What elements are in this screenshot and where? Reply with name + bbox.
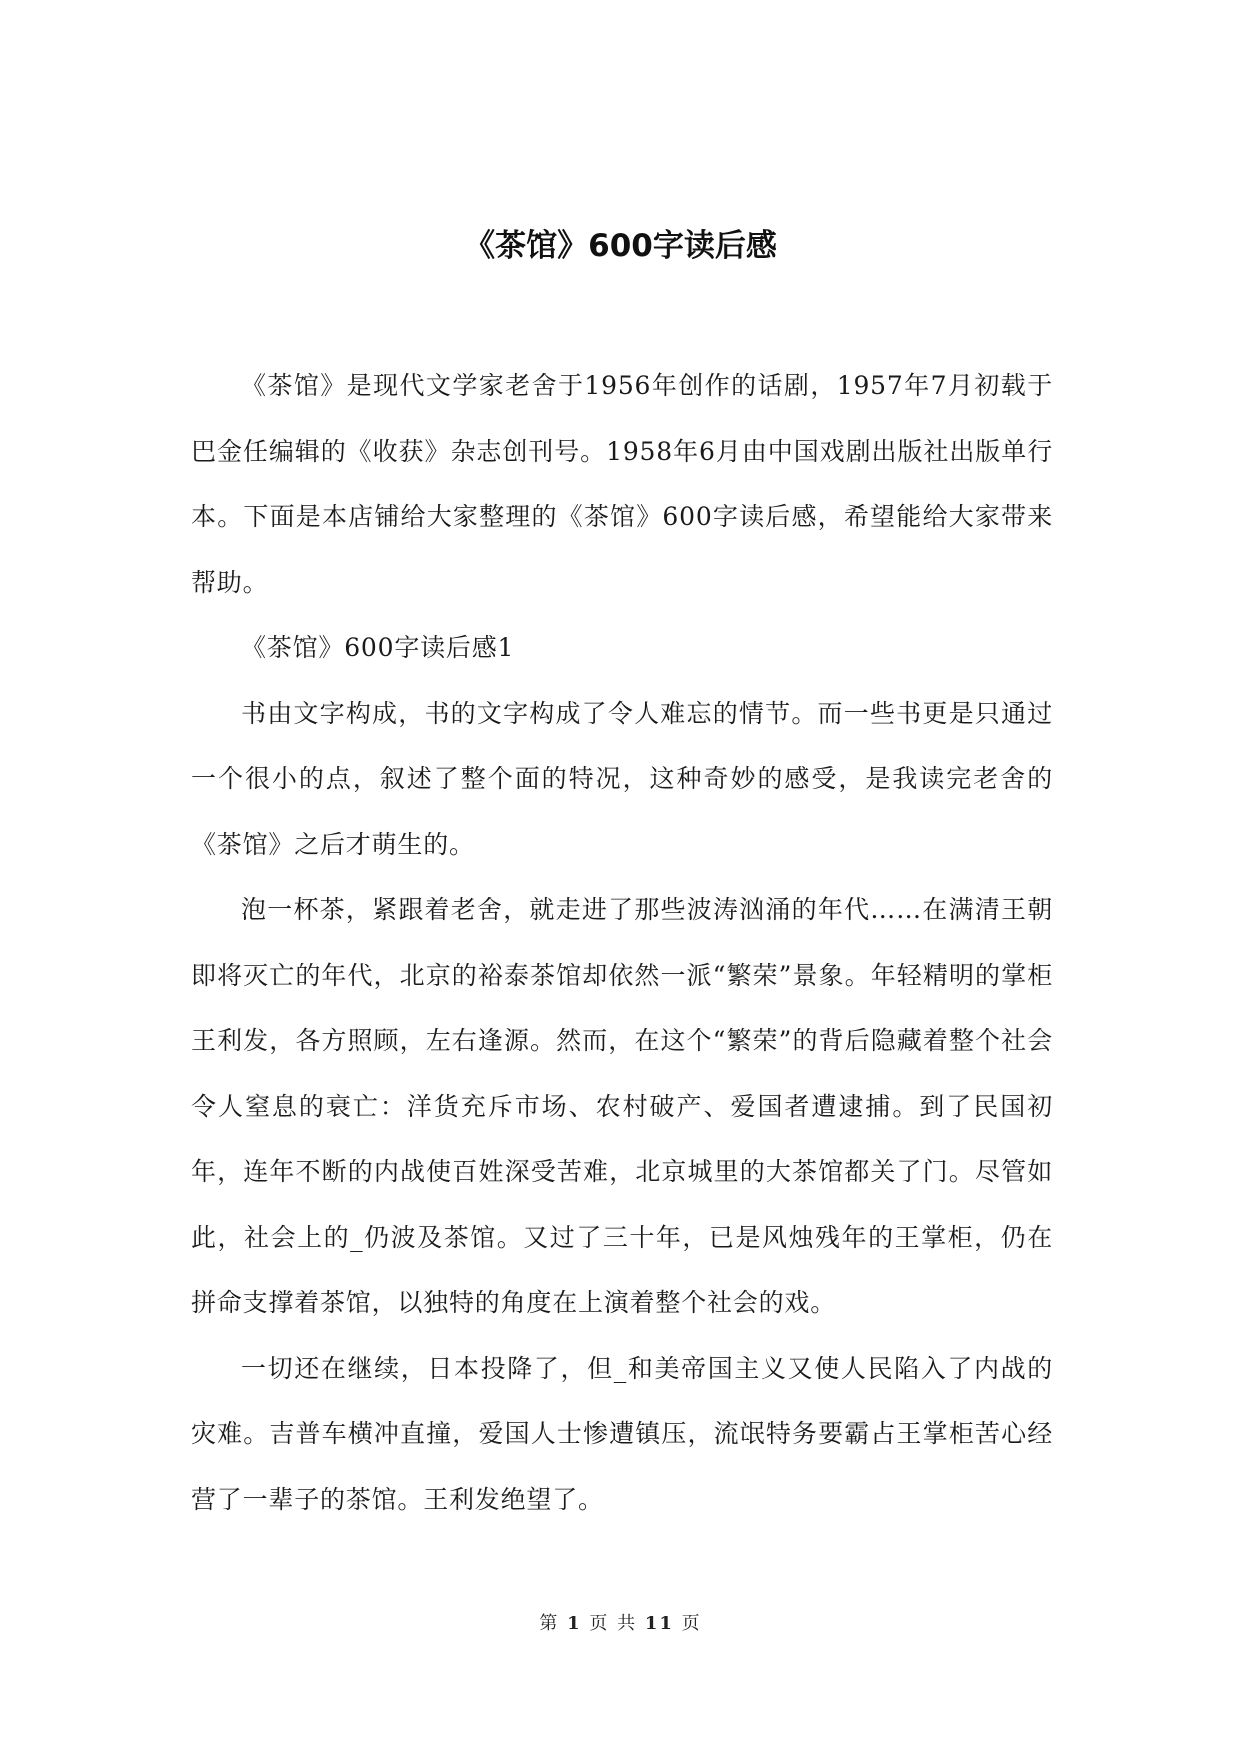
footer-prefix: 第: [539, 1613, 560, 1634]
total-pages-number: 11: [644, 1613, 674, 1634]
current-page-number: 1: [567, 1613, 582, 1634]
footer-middle: 页 共: [589, 1613, 638, 1634]
page-footer: [0, 1612, 1241, 1636]
footer-suffix: 页: [681, 1613, 702, 1634]
document-body: [191, 353, 1053, 1532]
paragraph-intro: 《茶馆》是现代文学家老舍于1956年创作的话剧，1957年7月初载于巴金任编辑的《收获》杂志创刊号。1958年6月由中国戏剧出版社出版单行本。下面是本店铺给大家整理的《茶馆》600字读后感，希望能给大家带来帮助。: [191, 371, 1053, 597]
paragraph: 一切还在继续，日本投降了，但_和美帝国主义又使人民陷入了内战的灾难。吉普车横冲直撞，爱国人士惨遭镇压，流氓特务要霸占王掌柜苦心经营了一辈子的茶馆。王利发绝望了。: [191, 1353, 1053, 1514]
document-title: 《茶馆》600字读后感: [464, 228, 777, 264]
paragraph: 书由文字构成，书的文字构成了令人难忘的情节。而一些书更是只通过一个很小的点，叙述了整个面的特况，这种奇妙的感受，是我读完老舍的《茶馆》之后才萌生的。: [191, 698, 1053, 859]
paragraph: 泡一杯茶，紧跟着老舍，就走进了那些波涛汹涌的年代……在满清王朝即将灭亡的年代，北京的裕泰茶馆却依然一派“繁荣”景象。年轻精明的掌柜王利发，各方照顾，左右逢源。然而，在这个“繁荣”的背后隐藏着整个社会令人窒息的衰亡：洋货充斥市场、农村破产、爱国者遭逮捕。到了民国初年，连年不断的内战使百姓深受苦难，北京城里的大茶馆都关了门。尽管如此，社会上的_仍波及茶馆。又过了三十年，已是风烛残年的王掌柜，仍在拼命支撑着茶馆，以独特的角度在上演着整个社会的戏。: [191, 895, 1053, 1317]
section-heading: 《茶馆》600字读后感1: [241, 633, 515, 662]
